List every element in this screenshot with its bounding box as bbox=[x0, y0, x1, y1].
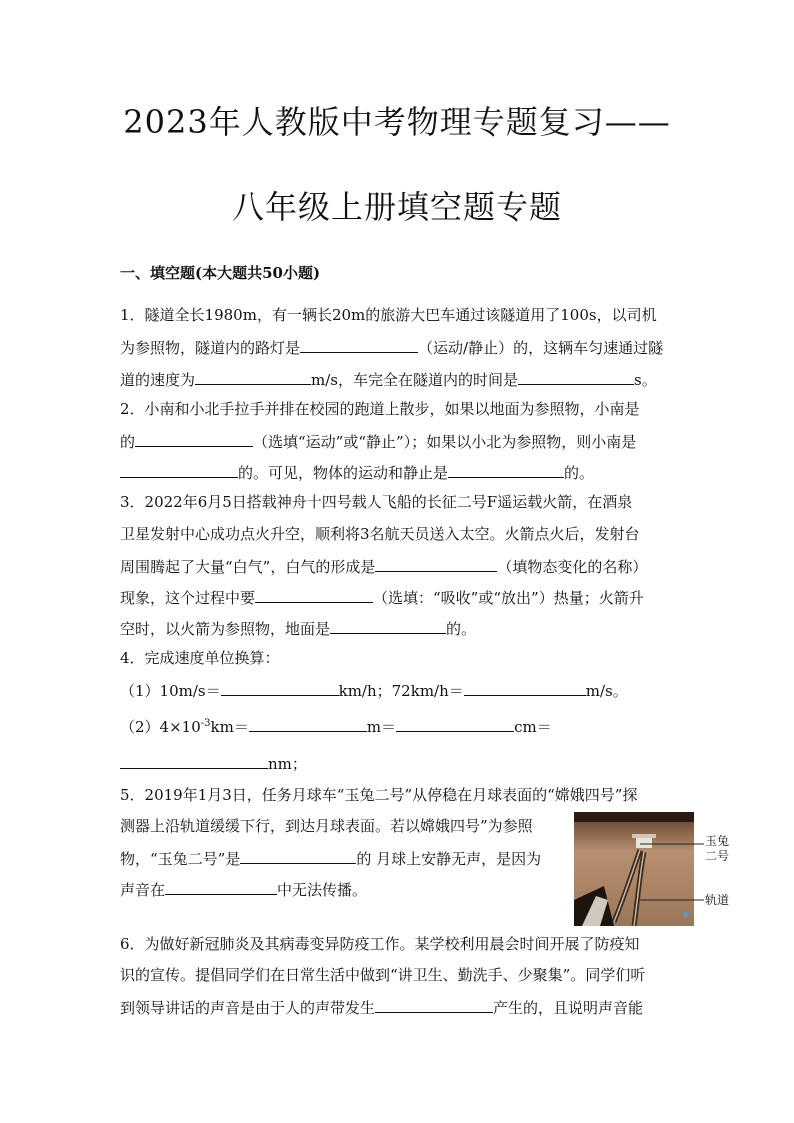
q4-blank-2[interactable] bbox=[464, 679, 586, 696]
q4-line-2 bbox=[120, 679, 628, 701]
q6-blank-1[interactable] bbox=[375, 996, 493, 1013]
q3-text: （选填：“吸收”或“放出”）热量；火箭升 bbox=[373, 589, 644, 607]
q5-text: 的 月球上安静无声，是因为 bbox=[356, 850, 542, 868]
title-line-1: 2023年人教版中考物理专题复习—— bbox=[123, 103, 671, 141]
q6-line-1: 6．为做好新冠肺炎及其病毒变异防疫工作。某学校利用晨会时间开展了防疫知 bbox=[120, 935, 640, 953]
q4-text: m/s。 bbox=[585, 682, 628, 700]
q5-text: 中无法传播。 bbox=[277, 881, 368, 899]
q6-line-2: 识的宣传。提倡同学们在日常生活中做到“讲卫生、勤洗手、少聚集”。同学们听 bbox=[120, 966, 646, 984]
q3-line-2: 卫星发射中心成功点火升空，顺利将3名航天员送入太空。火箭点火后，发射台 bbox=[120, 525, 640, 543]
q1-line-1: 1．隧道全长1980m，有一辆长20m的旅游大巴车通过该隧道用了100s，以司机 bbox=[120, 306, 657, 324]
q1-text: 为参照物，隧道内的路灯是 bbox=[120, 339, 301, 357]
q5-line-2: 测器上沿轨道缓缓下行，到达月球表面。若以嫦娥四号”为参照 bbox=[120, 817, 533, 835]
q6-line-3 bbox=[120, 996, 643, 1018]
q2-blank-1[interactable] bbox=[135, 430, 253, 447]
q4-blank-1[interactable] bbox=[221, 679, 339, 696]
q3-text: 周围腾起了大量“白气”，白气的形成是 bbox=[120, 558, 376, 576]
q1-blank-3[interactable] bbox=[518, 368, 634, 385]
q1-text: （运动/静止）的，这辆车匀速通过隧 bbox=[418, 339, 664, 357]
q5-text: 声音在 bbox=[120, 881, 166, 899]
caption-leaders bbox=[640, 836, 710, 916]
caption-rover-1: 玉兔 bbox=[705, 834, 730, 848]
q3-text: 现象，这个过程中要 bbox=[120, 589, 256, 607]
q1-text: s。 bbox=[634, 371, 657, 389]
q3-text: 空时，以火箭为参照物，地面是 bbox=[120, 620, 331, 638]
q4-text: m＝ bbox=[366, 718, 397, 736]
q4-text: cm＝ bbox=[514, 718, 552, 736]
q3-line-3 bbox=[120, 555, 647, 577]
q4-text: km＝ bbox=[210, 718, 249, 736]
q1-blank-1[interactable] bbox=[300, 336, 418, 353]
q6-text: 产生的，且说明声音能 bbox=[493, 999, 644, 1017]
dark-sky bbox=[574, 812, 694, 822]
q3-blank-1[interactable] bbox=[375, 555, 497, 572]
q4-exponent: -3 bbox=[200, 718, 211, 729]
q4-text: （2）4×10 bbox=[120, 718, 201, 736]
q5-text: 物，“玉兔二号”是 bbox=[120, 850, 241, 868]
q1-text: 道的速度为 bbox=[120, 371, 196, 389]
q3-line-1: 3．2022年6月5日搭载神舟十四号载人飞船的长征二号F遥运载火箭，在酒泉 bbox=[120, 493, 633, 511]
q3-line-5 bbox=[120, 617, 476, 639]
q3-text: （填物态变化的名称） bbox=[497, 558, 648, 576]
q2-text: （选填“运动”或“静止”）；如果以小北为参照物，则小南是 bbox=[253, 433, 637, 451]
q5-line-3 bbox=[120, 847, 541, 869]
q4-line-1: 4．完成速度单位换算： bbox=[120, 649, 280, 667]
q2-line-3 bbox=[120, 461, 594, 483]
q4-text: nm； bbox=[268, 755, 307, 773]
q3-blank-3[interactable] bbox=[330, 617, 446, 634]
q2-blank-2[interactable] bbox=[120, 461, 238, 478]
section-heading: 一、填空题(本大题共50小题) bbox=[120, 264, 321, 282]
q1-text: m/s，车完全在隧道内的时间是 bbox=[311, 371, 518, 389]
q2-text: 的。可见，物体的运动和静止是 bbox=[238, 464, 449, 482]
q4-blank-4[interactable] bbox=[396, 715, 514, 732]
q2-line-1: 2．小南和小北手拉手并排在校园的跑道上散步，如果以地面为参照物，小南是 bbox=[120, 400, 640, 418]
q2-blank-3[interactable] bbox=[448, 461, 564, 478]
q4-blank-5[interactable] bbox=[120, 752, 268, 769]
q2-text: 的。 bbox=[564, 464, 595, 482]
q1-line-3 bbox=[120, 368, 657, 390]
q1-line-2 bbox=[120, 336, 663, 358]
q3-line-4 bbox=[120, 586, 644, 608]
q2-line-2 bbox=[120, 430, 636, 452]
q4-text: km/h；72km/h＝ bbox=[338, 682, 464, 700]
q4-blank-3[interactable] bbox=[249, 715, 367, 732]
q3-text: 的。 bbox=[446, 620, 477, 638]
q4-text: （1）10m/s＝ bbox=[120, 682, 221, 700]
caption-track: 轨道 bbox=[705, 893, 730, 907]
q3-blank-2[interactable] bbox=[255, 586, 373, 603]
q5-line-4 bbox=[120, 878, 367, 900]
q2-text: 的 bbox=[120, 433, 136, 451]
caption-rover-2: 二号 bbox=[705, 849, 730, 863]
q1-blank-2[interactable] bbox=[195, 368, 311, 385]
q6-text: 到领导讲话的声音是由于人的声带发生 bbox=[120, 999, 376, 1017]
q5-line-1: 5．2019年1月3日，任务月球车“玉兔二号”从停稳在月球表面的“嫦娥四号”探 bbox=[120, 786, 638, 804]
q5-blank-1[interactable] bbox=[240, 847, 356, 864]
title-line-2: 八年级上册填空题专题 bbox=[231, 188, 562, 226]
q5-blank-2[interactable] bbox=[165, 878, 277, 895]
q4-line-4 bbox=[120, 752, 307, 774]
q4-line-3 bbox=[120, 714, 552, 737]
